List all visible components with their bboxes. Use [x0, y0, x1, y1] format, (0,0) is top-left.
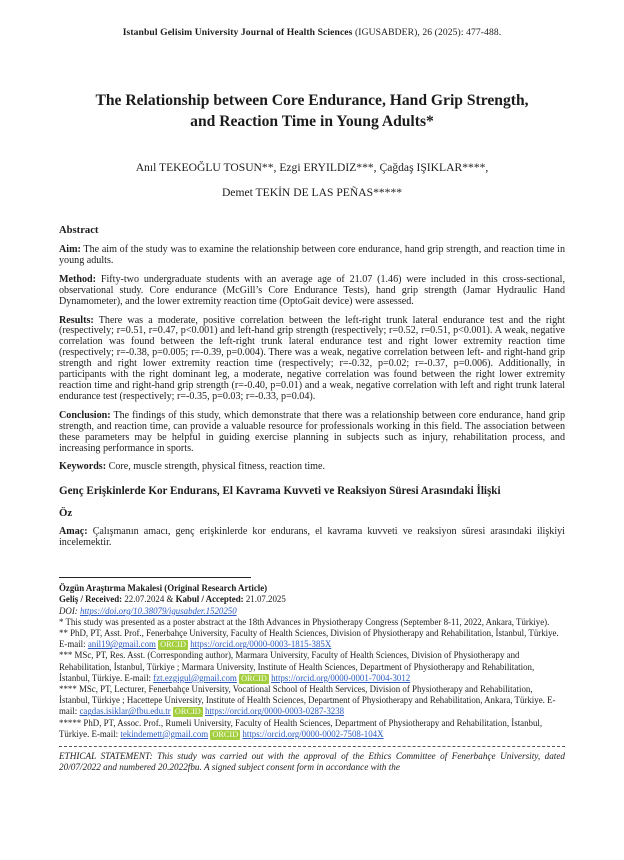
authors-line-2: Demet TEKİN DE LAS PEÑAS***** [221, 186, 403, 199]
conclusion-label: Conclusion: [59, 409, 111, 421]
orcid-badge[interactable]: ORCID [212, 729, 239, 739]
doi-link[interactable]: https://doi.org/10.38079/igusabder.1520250 [79, 605, 237, 616]
orcid-badge[interactable]: ORCID [241, 673, 267, 683]
received-date: 22.07.2024 [124, 594, 165, 605]
footnote-text: MSc, PT, Res. Asst. (Corresponding author), Marmara University, Faculty of Health Sciences, Division of Physiotherapy and Rehabilitation, İstanbul, Türkiye ; Marmara University, Institute of Health Sciences, Department of Physiotherapy and Rehabilitation, İstanbul, Türkiye. E-mail: [59, 650, 535, 683]
orcid-badge[interactable]: ORCID [174, 707, 201, 717]
results-label: Results: [59, 314, 94, 326]
orcid-link[interactable]: https://orcid.org/0000-0003-0287-3238 [204, 706, 345, 717]
amac-text: Çalışmanın amacı, genç erişkinlerde kor endurans, el kavrama kuvveti ve reaksiyon süresi arasındaki ilişkiyi incelemektir. [59, 526, 565, 549]
journal-issue-info: (IGUSABDER), 26 (2025): 477-488. [352, 27, 502, 38]
keywords-text: Core, muscle strength, physical fitness, reaction time. [108, 461, 326, 473]
footnote-author-1 [59, 628, 565, 650]
journal-header [59, 0, 565, 39]
footnote-author-2 [59, 650, 565, 684]
amac-label: Amaç: [59, 526, 88, 538]
abstract-keywords [59, 462, 565, 473]
oz-heading: Öz [59, 507, 73, 520]
ethical-statement [59, 751, 565, 772]
method-text: Fifty-two undergraduate students with an average age of 21.07 (1.46) were included in this cross-sectional, observational study. Core endurance (McGill’s Core Endurance Tests), hand grip strength (Jamar Hydraulic Hand Dynamometer), and the lower extremity reaction time (OptoGait device) were assessed. [59, 273, 565, 307]
footnote-marker: * [59, 616, 64, 627]
authors-line-1: Anıl TEKEOĞLU TOSUN**, Ezgi ERYILDIZ***, Çağdaş IŞIKLAR****, [135, 161, 489, 174]
received-label: Geliş / Received: [59, 594, 123, 605]
footnote-text: MSc, PT, Lecturer, Fenerbahçe University, Vocational School of Health Services, Division of Physiotherapy and Rehabilitation, İstanbul, Türkiye ; Hacettepe University, Institute of Health Sciences, Department of Physiotherapy and Rehabilitation, Ankara, Türkiye. E-mail: [59, 683, 556, 717]
email-link[interactable]: cagdas.isiklar@fbu.edu.tr [79, 706, 171, 717]
ethical-label: ETHICAL STATEMENT: [59, 750, 153, 761]
turkish-title: Genç Erişkinlerde Kor Endurans, El Kavrama Kuvveti ve Reaksiyon Süresi Arasındaki İlişki [59, 485, 501, 498]
dashed-separator [59, 746, 565, 747]
footnote-congress [59, 617, 565, 628]
article-title-text: The Relationship between Core Endurance, Hand Grip Strength, and Reaction Time in Young Adults [95, 92, 529, 130]
footnote-marker: *** [59, 650, 73, 661]
aim-label: Aim: [59, 244, 81, 255]
doi-label: DOI: [59, 605, 78, 616]
abstract-method [59, 275, 565, 308]
doi-line [59, 606, 565, 617]
ethical-text: This study was carried out with the approval of the Ethics Committee of Fenerbahçe University, dated 20/07/2022 and numbered 20.2022fbu. A signed subject consent form in accordance with the [59, 750, 566, 772]
accepted-date: 21.07.2025 [245, 594, 286, 605]
footnote-text: PhD, PT, Assoc. Prof., Rumeli University, Faculty of Health Sciences, Department of Physiotherapy and Rehabilitation, İstanbul, Türkiye. E-mail: [59, 717, 543, 739]
footnote-text: PhD, PT, Asst. Prof., Fenerbahçe University, Faculty of Health Sciences, Division of Physiotherapy and Rehabilitation, İstanbul, Türkiye. E-mail: [59, 627, 559, 650]
footnote-author-4 [59, 718, 565, 740]
ampersand: & [166, 594, 174, 605]
abstract-conclusion [59, 411, 565, 455]
footnote-marker: ***** [59, 717, 82, 728]
abstract-heading: Abstract [59, 225, 99, 236]
orcid-link[interactable]: https://orcid.org/0000-0001-7004-3012 [271, 672, 411, 683]
email-link[interactable]: fzt.ezgigul@gmail.com [153, 672, 237, 683]
orcid-link[interactable]: https://orcid.org/0000-0002-7508-104X [242, 728, 384, 739]
footnote-marker: **** [59, 683, 77, 694]
accepted-label: Kabul / Accepted: [175, 594, 244, 605]
footnote-text: This study was presented as a poster abstract at the 18th Advances in Physiotherapy Congress (September 8-11, 2022, Ankara, Türkiye). [65, 616, 550, 627]
keywords-label: Keywords: [59, 461, 107, 473]
journal-name: Istanbul Gelisim University Journal of Health Sciences [122, 27, 353, 38]
footnotes-block [59, 583, 565, 740]
email-link[interactable]: tekindemett@gmail.com [120, 728, 209, 739]
abstract-aim [59, 245, 565, 267]
oz-amac [59, 527, 565, 549]
method-label: Method: [59, 273, 97, 285]
footnote-author-3 [59, 684, 565, 718]
title-footnote-marker: * [426, 113, 434, 130]
footnote-divider-line [59, 577, 251, 578]
orcid-badge[interactable]: ORCID [160, 640, 186, 650]
results-text: There was a moderate, positive correlation between the left-right trunk lateral endurance test and the right (respectively; r=0.51, r=0.47, p<0.001) and left-hand grip strength (respectively; r=0.52, r=0.51, p<0.001). A weak, negative correlation was found between the left-right trunk lateral endurance test and right lower extremity reaction time (respectively; r=-0.38, p=0.005; r=-0.39, p=0.004). There was a weak, negative correlation between left- and right-hand grip strength and right lower extremity reaction time (respectively; r=-0.32, p=0.02; r=-0.37, p=0.006). Additionally, in participants with the right dominant leg, a moderate, negative correlation was found between the right lower extremity reaction time and right-hand grip strength (r=-0.40, p=0.01) and a weak, negative correlation with left and right trunk lateral endurance test (respectively; r=-0.35, p=0.03; r=-0.33, p=0.04). [59, 314, 565, 402]
footnote-marker: ** [59, 627, 68, 638]
abstract-results [59, 316, 565, 403]
article-type: Özgün Araştırma Makalesi (Original Research Article) [59, 583, 268, 594]
email-link[interactable]: anil19@gmail.com [87, 639, 156, 650]
received-accepted-line [59, 594, 565, 605]
aim-text: The aim of the study was to examine the relationship between core endurance, hand grip strength, and reaction time in young adults. [59, 244, 565, 266]
conclusion-text: The findings of this study, which demonstrate that there was a relationship between core endurance, hand grip strength, and reaction time, can provide a valuable resource for professionals working in this field. The association between these parameters may be helpful in guiding exercise planning in subjects such as injury, rehabilitation process, and increasing performance in sports. [59, 409, 565, 454]
orcid-link[interactable]: https://orcid.org/0000-0003-1815-385X [190, 639, 332, 650]
authors-block [59, 155, 565, 205]
article-title [81, 90, 543, 132]
